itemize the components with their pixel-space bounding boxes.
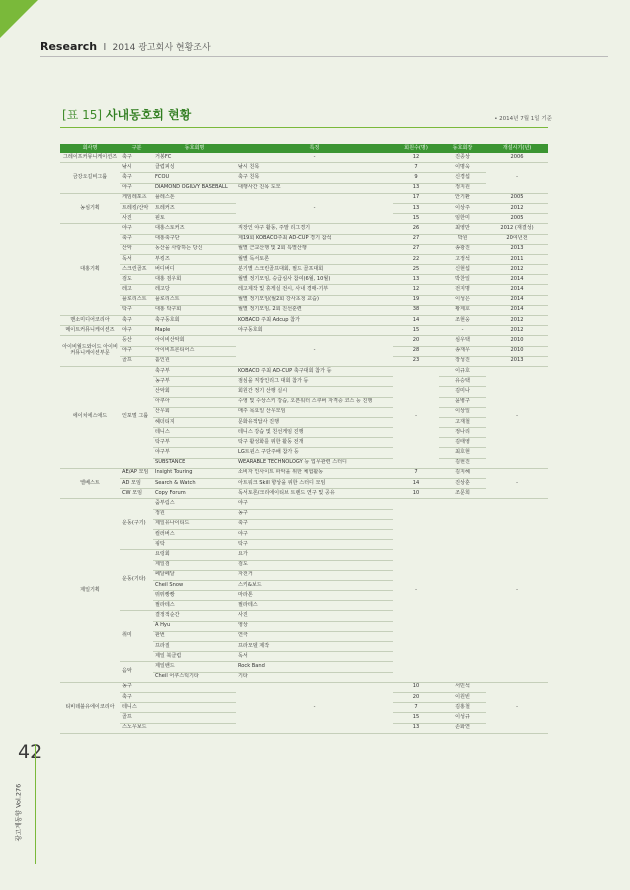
cell-feature: 야구 <box>236 499 393 509</box>
cell-members: 10 <box>393 682 439 692</box>
cell-company: 아이비월드와이드 아이비커뮤니케이션부문 <box>60 336 120 367</box>
cell-club: 대홍 검우회 <box>153 275 236 285</box>
cell-category: 축구 <box>120 692 153 702</box>
cell-year: 2012 <box>486 326 548 336</box>
table-row <box>60 275 548 285</box>
cell-club: 테니스 <box>153 428 236 438</box>
cell-leader: 이상주 <box>439 203 486 213</box>
cell-club: 레고당 <box>153 285 236 295</box>
cell-category: 운동(기타) <box>120 550 153 611</box>
cell-leader: 최영만 <box>439 224 486 234</box>
cell-feature: 테니스 강습 및 친선게임 진행 <box>236 428 393 438</box>
col-header: 동호회장 <box>439 144 486 153</box>
col-header: 구분 <box>120 144 153 153</box>
cell-feature: 월별 정기모임, 승급심사 참여(6월, 10월) <box>236 275 393 285</box>
cell-feature: 농구 <box>236 509 393 519</box>
cell-club: 축구부 <box>153 366 236 376</box>
cell-leader: 김미나 <box>439 387 486 397</box>
cell-club: 정원 <box>153 509 236 519</box>
cell-members: 20 <box>393 692 439 702</box>
cell-leader: 김홍철 <box>439 703 486 713</box>
cell-club <box>153 703 236 713</box>
cell-year: 2014 <box>486 285 548 295</box>
cell-category: 스크린골프 <box>120 265 153 275</box>
cell-leader: 이원빈 <box>439 692 486 702</box>
cell-year: 2005 <box>486 193 548 203</box>
header-brand: Research <box>40 40 98 53</box>
cell-leader: 안기환 <box>439 193 486 203</box>
cell-category: 축구 <box>120 234 153 244</box>
cell-category: 축구 <box>120 316 153 326</box>
cell-club: 결정적순간 <box>153 611 236 621</box>
cell-feature: - <box>236 682 393 733</box>
cell-leader: 이규호 <box>439 366 486 376</box>
cell-feature: 월별 정기모임, 2회 친선훈련 <box>236 305 393 315</box>
cell-leader: 전지명 <box>439 285 486 295</box>
cell-feature: 대행사간 친목 도모 <box>236 183 393 193</box>
cell-feature: 필라테스 <box>236 601 393 611</box>
cell-feature: 탁구 <box>236 540 393 550</box>
cell-leader: 신경섭 <box>439 173 486 183</box>
cell-members: 13 <box>393 275 439 285</box>
cell-club <box>153 692 236 702</box>
cell-members: 13 <box>393 183 439 193</box>
cell-feature: 낚시 친목 <box>236 163 393 173</box>
cell-club: 탁구부 <box>153 438 236 448</box>
cell-club: 홀인원 <box>153 356 236 366</box>
cell-year: 20여년전 <box>486 234 548 244</box>
cell-feature: 월별 근교산행 및 2회 특별산행 <box>236 244 393 254</box>
cell-club: 프라질 <box>153 642 236 652</box>
cell-members: 26 <box>393 224 439 234</box>
cell-club: A Hyu <box>153 621 236 631</box>
cell-category: 축구 <box>120 153 153 163</box>
cell-category: 운동(구기) <box>120 499 153 550</box>
cell-year: 2012 <box>486 203 548 213</box>
cell-club: 축구동호회 <box>153 316 236 326</box>
club-table <box>60 144 548 734</box>
cell-category: 테니스 <box>120 703 153 713</box>
cell-category: 야구 <box>120 183 153 193</box>
title-label: 표 15 <box>66 108 98 122</box>
cell-members: 12 <box>393 285 439 295</box>
cell-category: 인포멀 그룹 <box>120 366 153 468</box>
table-row <box>60 682 548 692</box>
col-header: 동호회명 <box>153 144 236 153</box>
cell-members: 7 <box>393 703 439 713</box>
table-row <box>60 295 548 305</box>
cell-leader: 심우택 <box>439 336 486 346</box>
cell-feature: 요가 <box>236 550 393 560</box>
table-title <box>62 106 191 123</box>
cell-feature: 독서토론/크리에이티브 트렌드 연구 및 공유 <box>236 489 393 499</box>
cell-leader: 유승택 <box>439 377 486 387</box>
cell-members: 9 <box>393 173 439 183</box>
cell-feature: 사진 <box>236 611 393 621</box>
cell-leader: 정지원 <box>439 183 486 193</box>
cell-feature: 분기별 스크린골프대회, 필드 골프대회 <box>236 265 393 275</box>
cell-club: 아쿠아 <box>153 397 236 407</box>
table-row <box>60 326 548 336</box>
title-text: 사내동호회 현황 <box>105 108 192 122</box>
cell-club: 요렁회 <box>153 550 236 560</box>
cell-company: 티비데블유에이코리아 <box>60 682 120 733</box>
cell-category: 야구 <box>120 346 153 356</box>
cell-category: 취미 <box>120 611 153 662</box>
header-separator: I <box>103 42 107 53</box>
cell-feature: - <box>236 336 393 367</box>
title-bracket-open: [ <box>62 108 67 122</box>
cell-club: 뛰뛰빵빵 <box>153 591 236 601</box>
cell-category: 게임레포츠 <box>120 193 153 203</box>
cell-category: 플로리스트 <box>120 295 153 305</box>
cell-feature: 월별 독서토론 <box>236 254 393 264</box>
cell-feature: WEARABLE TECHNOLOGY 등 업무관련 스터디 <box>236 458 393 468</box>
table-row <box>60 285 548 295</box>
cell-club: 대홍스토커즈 <box>153 224 236 234</box>
table-row <box>60 468 548 478</box>
table-row <box>60 479 548 489</box>
cell-club: 플로리스트 <box>153 295 236 305</box>
cell-club: SUBSTANCE <box>153 458 236 468</box>
cell-club: Cheil Snow <box>153 580 236 590</box>
page-side-rule <box>35 744 36 864</box>
cell-feature: 매주 목요일 산우모임 <box>236 407 393 417</box>
cell-category: 골프 <box>120 713 153 723</box>
cell-year: - <box>486 468 548 499</box>
cell-category: 스노우보드 <box>120 723 153 733</box>
cell-members: 14 <box>393 479 439 489</box>
cell-feature: 마라톤 <box>236 591 393 601</box>
cell-members: 28 <box>393 346 439 356</box>
cell-club: Search & Watch <box>153 479 236 489</box>
cell-year: 2006 <box>486 153 548 163</box>
cell-category: 농구 <box>120 682 153 692</box>
cell-feature: - <box>236 193 393 224</box>
cell-feature: 축구 친목 <box>236 173 393 183</box>
cell-club: Insight Touring <box>153 468 236 478</box>
cell-club: Cheil 어쿠스틱기타 <box>153 672 236 682</box>
cell-members: 13 <box>393 203 439 213</box>
cell-category: 야구 <box>120 224 153 234</box>
cell-club: FCOU <box>153 173 236 183</box>
cell-club: 제일검 <box>153 560 236 570</box>
cell-club: 클럽피싱 <box>153 163 236 173</box>
col-header: 회원수(명) <box>393 144 439 153</box>
cell-feature: 월별 정기모임(월2회 강사초청 교습) <box>236 295 393 305</box>
cell-members: 20 <box>393 336 439 346</box>
cell-leader: 송광진 <box>439 244 486 254</box>
table-body <box>60 153 548 733</box>
cell-club: 부킹즈 <box>153 254 236 264</box>
cell-leader: 송재우 <box>439 346 486 356</box>
cell-category: AE/AP 모임 <box>120 468 153 478</box>
cell-year: 2011 <box>486 254 548 264</box>
cell-club: 제일 북클럽 <box>153 652 236 662</box>
cell-club: 동산을 사랑하는 당신 <box>153 244 236 254</box>
cell-category: 레고 <box>120 285 153 295</box>
cell-year: - <box>486 682 548 733</box>
cell-leader: 최호현 <box>439 448 486 458</box>
cell-year: 2013 <box>486 356 548 366</box>
cell-club: 대홍 탁구회 <box>153 305 236 315</box>
cell-year: - <box>486 163 548 194</box>
cell-members: 27 <box>393 244 439 254</box>
cell-feature: KOBACO 주최 Adcup 참가 <box>236 316 393 326</box>
table-row <box>60 163 548 173</box>
cell-feature: KOBACO 주최 AD-CUP 축구대회 참가 등 <box>236 366 393 376</box>
cell-year: 2014 <box>486 275 548 285</box>
table-row <box>60 499 548 509</box>
cell-feature: 소비자 인사이트 파악을 위한 체험활동 <box>236 468 393 478</box>
cell-club: 아이비프론티어스 <box>153 346 236 356</box>
cell-feature: 직장인 야구 활동, 주말 리그경기 <box>236 224 393 234</box>
cell-company: 에이치에스애드 <box>60 366 120 468</box>
cell-leader: 고정석 <box>439 254 486 264</box>
cell-feature: 축구 <box>236 519 393 529</box>
cell-club <box>153 682 236 692</box>
cell-members: 15 <box>393 214 439 224</box>
cell-year: 2012 (재결성) <box>486 224 548 234</box>
cell-members: 17 <box>393 193 439 203</box>
cell-members: 14 <box>393 316 439 326</box>
cell-feature: 검도 <box>236 560 393 570</box>
cell-club: 트레커즈 <box>153 203 236 213</box>
cell-company: 금강오길비그룹 <box>60 163 120 194</box>
cell-category: 검도 <box>120 275 153 285</box>
cell-leader: 황제호 <box>439 305 486 315</box>
cell-members: 25 <box>393 265 439 275</box>
cell-year: 2012 <box>486 316 548 326</box>
cell-company: 그레이프커뮤니케이션즈 <box>60 153 120 163</box>
table-row <box>60 193 548 203</box>
cell-feature: 수영 및 수상스키 강습, 오픈워터 스쿠버 자격증 코스 등 진행 <box>236 397 393 407</box>
cell-leader: 조문희 <box>439 489 486 499</box>
cell-leader: 정나리 <box>439 428 486 438</box>
cell-year: 2014 <box>486 295 548 305</box>
cell-members: 23 <box>393 356 439 366</box>
cell-year: 2012 <box>486 265 548 275</box>
table-row <box>60 336 548 346</box>
cell-leader: 이성은 <box>439 295 486 305</box>
cell-feature: 기타 <box>236 672 393 682</box>
title-bracket-close: ] <box>97 108 103 122</box>
col-header: 특징 <box>236 144 393 153</box>
cell-category: 트레킹/산악 <box>120 203 153 213</box>
cell-year: 2010 <box>486 336 548 346</box>
cell-club: 대홍축구단 <box>153 234 236 244</box>
cell-feature: LG트윈스 구단주배 참가 등 <box>236 448 393 458</box>
cell-club: 제일밴드 <box>153 662 236 672</box>
cell-club: 줌부림스 <box>153 499 236 509</box>
cell-leader: 이명욱 <box>439 163 486 173</box>
cell-club: 핑탁 <box>153 540 236 550</box>
cell-category: 음악 <box>120 662 153 682</box>
cell-leader <box>439 499 486 682</box>
cell-club: DIAMOND OGILVY BASEBALL <box>153 183 236 193</box>
cell-feature: 탁구 활성화를 위한 활동 전개 <box>236 438 393 448</box>
cell-members: 7 <box>393 468 439 478</box>
cell-members: 13 <box>393 723 439 733</box>
table-row <box>60 153 548 163</box>
cell-company: 맨소미디어코리아 <box>60 316 120 326</box>
page-number: 42 <box>18 741 43 763</box>
date-note: • 2014년 7월 1일 기준 <box>494 116 552 122</box>
cell-feature: 야구동호회 <box>236 326 393 336</box>
cell-leader: 진종상 <box>439 153 486 163</box>
table-row <box>60 254 548 264</box>
table-row <box>60 316 548 326</box>
running-header <box>40 40 211 53</box>
cell-feature: 독서 <box>236 652 393 662</box>
cell-club: 핀토 <box>153 214 236 224</box>
cell-club <box>153 723 236 733</box>
table-row <box>60 366 548 376</box>
cell-feature: 회원간 정기 산행 실시 <box>236 387 393 397</box>
header-rule <box>40 56 608 57</box>
cell-year: 2013 <box>486 244 548 254</box>
cell-members: 27 <box>393 234 439 244</box>
cell-category: 등산 <box>120 336 153 346</box>
cell-members: 22 <box>393 254 439 264</box>
table-row <box>60 183 548 193</box>
cell-members: 12 <box>393 153 439 163</box>
table-row <box>60 265 548 275</box>
cell-year: 2014 <box>486 305 548 315</box>
cell-club: 제일유나이티드 <box>153 519 236 529</box>
cell-club: 헤더티지 <box>153 417 236 427</box>
cell-feature: 레고제작 및 휴게실 전시, 사내 경매-기부 <box>236 285 393 295</box>
corner-accent <box>0 0 38 38</box>
table-row <box>60 224 548 234</box>
cell-club: 컬러버스 <box>153 529 236 539</box>
cell-feature: 점심을 직장인리그 대회 참가 등 <box>236 377 393 387</box>
cell-feature: - <box>236 153 393 163</box>
cell-feature: 야구 <box>236 529 393 539</box>
cell-category: 야구 <box>120 326 153 336</box>
cell-category: 독서 <box>120 254 153 264</box>
table-row <box>60 489 548 499</box>
cell-members: - <box>393 366 439 468</box>
cell-club: 농구부 <box>153 377 236 387</box>
cell-feature: 자전거 <box>236 570 393 580</box>
cell-members: 15 <box>393 326 439 336</box>
cell-year: - <box>486 499 548 682</box>
cell-leader: 조현웅 <box>439 316 486 326</box>
cell-year: 2005 <box>486 214 548 224</box>
cell-leader: - <box>439 326 486 336</box>
cell-members: 19 <box>393 295 439 305</box>
cell-club: 산우회 <box>153 407 236 417</box>
cell-leader: 박찬일 <box>439 275 486 285</box>
cell-leader: 장성진 <box>439 356 486 366</box>
cell-category: 산악 <box>120 244 153 254</box>
cell-category: CW 모임 <box>120 489 153 499</box>
cell-category: 골프 <box>120 356 153 366</box>
table-row <box>60 305 548 315</box>
cell-feature: 문화유적답사 진행 <box>236 417 393 427</box>
cell-members: - <box>393 499 439 682</box>
col-header: 개설시기(년) <box>486 144 548 153</box>
cell-club: Maple <box>153 326 236 336</box>
cell-leader: 진상훈 <box>439 479 486 489</box>
cell-club: 아이비산악회 <box>153 336 236 346</box>
cell-club: 플레스톤 <box>153 193 236 203</box>
cell-club: 야구부 <box>153 448 236 458</box>
cell-category: 사진 <box>120 214 153 224</box>
cell-leader: 김지혜 <box>439 468 486 478</box>
cell-feature: 아트워크 Skill 향상을 위한 스터디 모임 <box>236 479 393 489</box>
cell-category: 탁구 <box>120 305 153 315</box>
cell-company: 농심기획 <box>60 193 120 224</box>
cell-feature: 스키&보드 <box>236 580 393 590</box>
cell-club: Copy Forum <box>153 489 236 499</box>
cell-leader: 이성규 <box>439 713 486 723</box>
cell-feature: 영상 <box>236 621 393 631</box>
cell-leader: 임한미 <box>439 214 486 224</box>
cell-leader: 박원 <box>439 234 486 244</box>
header-subtitle: 2014 광고회사 현황조사 <box>112 43 211 53</box>
cell-year: 2010 <box>486 346 548 356</box>
cell-company: 엘베스트 <box>60 468 120 499</box>
cell-leader: 고재철 <box>439 417 486 427</box>
table-row <box>60 244 548 254</box>
table-row <box>60 173 548 183</box>
cell-feature: 제19회 KOBACO주최 AD-CUP 경기 참석 <box>236 234 393 244</box>
cell-leader: 서민석 <box>439 682 486 692</box>
cell-club: 버디버디 <box>153 265 236 275</box>
cell-leader: 이상일 <box>439 407 486 417</box>
cell-category: 낚시 <box>120 163 153 173</box>
cell-company: 메이트커뮤니케이션즈 <box>60 326 120 336</box>
cell-members: 10 <box>393 489 439 499</box>
cell-club: 페달페달 <box>153 570 236 580</box>
cell-club: 판번 <box>153 631 236 641</box>
cell-members: 7 <box>393 163 439 173</box>
title-rule <box>60 127 548 128</box>
cell-leader: 김현진 <box>439 458 486 468</box>
cell-feature: 연극 <box>236 631 393 641</box>
cell-company: 제일기획 <box>60 499 120 682</box>
cell-leader: 윤병구 <box>439 397 486 407</box>
cell-leader: 김태영 <box>439 438 486 448</box>
cell-club: 필라테스 <box>153 601 236 611</box>
table-row <box>60 234 548 244</box>
cell-club: 산악회 <box>153 387 236 397</box>
cell-feature: Rock Band <box>236 662 393 672</box>
cell-category: AD 모임 <box>120 479 153 489</box>
cell-company: 대홍기획 <box>60 224 120 316</box>
cell-leader: 손화연 <box>439 723 486 733</box>
cell-feature: 프라모델 제작 <box>236 642 393 652</box>
journal-label: 광고계동향 Vol.276 <box>14 783 23 842</box>
col-header: 회사명 <box>60 144 120 153</box>
cell-year: - <box>486 366 548 468</box>
cell-members: 15 <box>393 713 439 723</box>
cell-members: 38 <box>393 305 439 315</box>
cell-leader: 신현섭 <box>439 265 486 275</box>
cell-category: 축구 <box>120 173 153 183</box>
table-header-row <box>60 144 548 153</box>
cell-club <box>153 713 236 723</box>
cell-club: 거봉FC <box>153 153 236 163</box>
